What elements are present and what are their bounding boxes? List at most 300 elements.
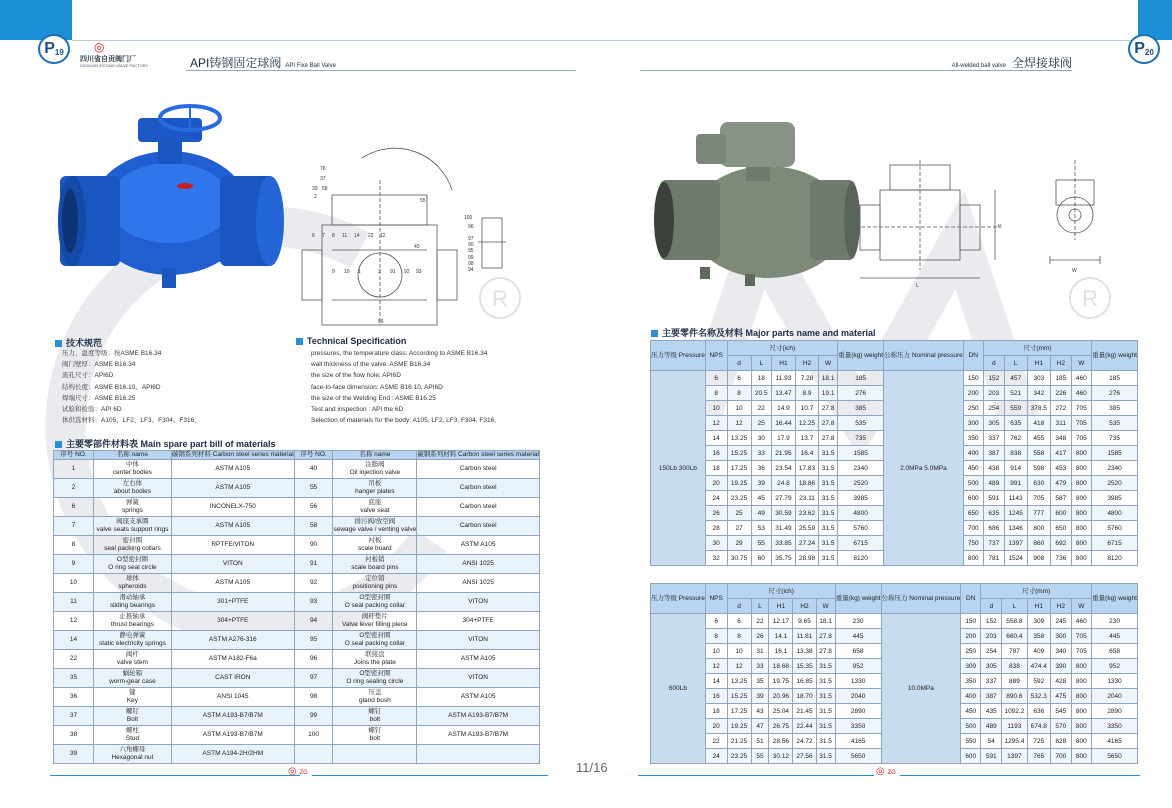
table-cell — [333, 612, 417, 631]
cell-text: Carbon steel — [459, 522, 497, 529]
table-cell — [54, 555, 94, 574]
table-cell: 31.5 — [819, 521, 838, 536]
drawing-label: 1 — [358, 269, 361, 275]
cell-text: 39 — [69, 750, 78, 757]
table-cell: 24.72 — [793, 734, 816, 749]
table-row — [54, 498, 540, 517]
table-cell: 5760 — [1092, 521, 1138, 536]
table-cell — [294, 726, 333, 745]
dimension-table-600lb — [650, 583, 1138, 764]
table-cell: 570 — [1051, 719, 1072, 734]
cell-text: Key — [126, 697, 139, 704]
cell-text: 9 — [71, 560, 76, 567]
table-cell — [171, 517, 294, 536]
table-cell: 30 — [705, 536, 727, 551]
table-cell: 21.25 — [727, 734, 751, 749]
table-cell — [294, 745, 333, 764]
col-header: 压力等级 Pressure — [651, 341, 706, 371]
cell-text: spheroids — [118, 583, 147, 590]
table-cell: 1330 — [835, 674, 881, 689]
cell-text: 定位销 — [365, 575, 385, 582]
cell-text: Joins the plate — [353, 659, 396, 666]
table-cell: 600 — [1051, 506, 1072, 521]
table-row — [54, 631, 540, 650]
table-cell — [93, 688, 171, 707]
table-cell — [171, 555, 294, 574]
drawing-label: 14 — [354, 233, 360, 239]
table-cell: 630 — [1027, 476, 1051, 491]
table-cell: 43 — [751, 704, 769, 719]
table-cell: 781 — [983, 551, 1004, 566]
table-cell: 10 — [727, 644, 751, 659]
table-cell: 8120 — [838, 551, 884, 566]
table-cell: 400 — [963, 446, 983, 461]
table-cell: 13.7 — [795, 431, 818, 446]
table-cell: 14 — [705, 674, 727, 689]
table-cell: 489 — [983, 476, 1004, 491]
table-cell: 591 — [983, 491, 1004, 506]
table-cell: 559 — [1004, 401, 1027, 416]
cell-text: ASTM A182-F6a — [208, 655, 257, 662]
table-cell — [171, 726, 294, 745]
cell-text: 2 — [71, 484, 76, 491]
drawing-label: 2 — [314, 194, 317, 200]
col-header: d — [981, 599, 1002, 614]
table-cell: 2040 — [1092, 689, 1138, 704]
table-cell — [333, 479, 417, 498]
cell-text: O seal packing collar — [344, 640, 406, 647]
cell-text: 301+PTFE — [217, 598, 249, 605]
table-cell: 150 — [963, 371, 983, 386]
tech-spec-head-cn: 技术规范 — [55, 336, 102, 349]
table-cell: 245 — [1051, 614, 1072, 629]
table-cell — [417, 707, 540, 726]
table-cell: 36 — [751, 461, 771, 476]
tech-spec-list-cn — [62, 348, 201, 426]
table-cell: 860 — [1027, 536, 1051, 551]
table-row — [54, 460, 540, 479]
table-cell: 8 — [727, 629, 751, 644]
table-cell — [294, 555, 333, 574]
cell-text: 36 — [69, 693, 78, 700]
cell-text: worm-gear case — [109, 678, 156, 685]
table-cell — [333, 726, 417, 745]
drawing-label: 10 — [344, 269, 350, 275]
page-badge-right: P 20 — [1128, 34, 1160, 64]
table-cell: 31.5 — [819, 536, 838, 551]
cell-text: 56 — [309, 503, 318, 510]
spec-line: pressures, the temperature class: According to ASME B16.34 — [311, 350, 488, 357]
cell-text: Hexagonal nut — [111, 754, 154, 761]
table-cell: 6715 — [1092, 536, 1138, 551]
table-cell: 13.25 — [727, 431, 751, 446]
table-cell: 18 — [705, 704, 727, 719]
drawing-label: 100 — [464, 215, 473, 221]
cell-text: O ring seal circle — [108, 564, 157, 571]
table-cell: 385 — [838, 401, 884, 416]
table-cell: 4165 — [835, 734, 881, 749]
table-cell: 474.4 — [1027, 659, 1051, 674]
table-cell: 10 — [705, 401, 727, 416]
table-cell: 385 — [1092, 401, 1138, 416]
table-cell: 152 — [981, 614, 1002, 629]
cell-text: ASTM A105 — [215, 522, 251, 529]
spec-line: 试验和检验：API 6D — [62, 406, 122, 414]
table-cell: 8.9 — [795, 386, 818, 401]
footer-logo-right: ◎ ZG — [876, 766, 896, 777]
table-cell: 17.9 — [771, 431, 795, 446]
cell-text: 304+PTFE — [217, 617, 249, 624]
table-cell — [93, 669, 171, 688]
table-row — [54, 707, 540, 726]
table-cell: 800 — [1027, 521, 1051, 536]
table-cell: 457 — [1004, 371, 1027, 386]
table-cell: 400 — [961, 689, 981, 704]
cell-text: Bolt — [126, 716, 139, 723]
table-cell: 230 — [1092, 614, 1138, 629]
table-cell: 3985 — [838, 491, 884, 506]
cell-text: 中体 — [125, 461, 139, 468]
table-cell: 35 — [751, 674, 769, 689]
table-cell: 409 — [1027, 644, 1051, 659]
table-cell: 598 — [1027, 461, 1051, 476]
col-header: W — [1071, 356, 1092, 371]
table-cell: 29 — [727, 536, 751, 551]
table-cell: 19.25 — [727, 719, 751, 734]
table-cell: 8 — [705, 629, 727, 644]
table-cell: 47 — [751, 719, 769, 734]
table-cell: 535 — [838, 416, 884, 431]
table-cell: 19.25 — [727, 476, 751, 491]
col-header: 尺寸(ich) — [727, 584, 835, 599]
table-cell: 39 — [751, 476, 771, 491]
cell-text: Carbon steel — [459, 503, 497, 510]
header-rule-left — [186, 70, 576, 71]
drawing-label: 98 — [468, 261, 474, 267]
table-row — [54, 650, 540, 669]
table-cell — [54, 479, 94, 498]
table-cell — [294, 669, 333, 688]
table-cell: 6 — [727, 614, 751, 629]
cell-text: 92 — [309, 579, 318, 586]
table-cell — [171, 669, 294, 688]
col-header: d — [983, 356, 1004, 371]
cell-text: Stud — [125, 735, 140, 742]
drawing-label: 91 — [390, 269, 396, 275]
table-cell: 33 — [751, 446, 771, 461]
table-cell: 21.45 — [793, 704, 816, 719]
table-cell: 500 — [961, 719, 981, 734]
table-cell: 13.38 — [793, 644, 816, 659]
table-cell: 31.5 — [819, 551, 838, 566]
table-cell: 692 — [1051, 536, 1072, 551]
table-cell: 39 — [751, 689, 769, 704]
table-cell: 991 — [1004, 476, 1027, 491]
col-header: NPS — [705, 584, 727, 614]
table-cell: 660.4 — [1002, 629, 1027, 644]
table-cell — [294, 707, 333, 726]
cell-text: O型密封圈 — [359, 594, 391, 601]
table-cell: 889 — [1002, 674, 1027, 689]
table-cell: 12 — [727, 416, 751, 431]
table-cell: 550 — [961, 734, 981, 749]
spec-line: 流孔尺寸：API6D — [62, 372, 114, 380]
table-cell: 31.5 — [816, 719, 835, 734]
table-cell: 10.7 — [795, 401, 818, 416]
table-cell: 31.5 — [819, 476, 838, 491]
table-cell — [333, 574, 417, 593]
table-cell: 378.5 — [1027, 401, 1051, 416]
table-cell — [171, 631, 294, 650]
table-cell: 22.44 — [793, 719, 816, 734]
right-valve-front-drawing — [1040, 160, 1110, 280]
drawing-label: 93 — [416, 269, 422, 275]
company-logo — [80, 40, 180, 70]
table-cell — [54, 726, 94, 745]
cell-text: 93 — [309, 598, 318, 605]
table-cell: 30 — [751, 431, 771, 446]
table-cell: 2340 — [1092, 461, 1138, 476]
table-cell — [54, 460, 94, 479]
table-cell: 650 — [963, 506, 983, 521]
table-cell — [333, 555, 417, 574]
cell-text: 95 — [309, 636, 318, 643]
table-cell — [93, 574, 171, 593]
table-cell — [294, 650, 333, 669]
table-cell: 450 — [963, 461, 983, 476]
page-title-left: API铸钢固定球阀 API Fixe Ball Valve — [190, 56, 336, 70]
table-cell: 33.85 — [771, 536, 795, 551]
table-cell: 2890 — [835, 704, 881, 719]
cell-text: ASTM A105 — [215, 484, 251, 491]
table-row — [54, 536, 540, 555]
cell-text: 阀杆 — [125, 651, 139, 658]
drawing-label: 9 — [332, 269, 335, 275]
table-cell: 337 — [983, 431, 1004, 446]
cell-text: 10 — [69, 579, 78, 586]
table-cell — [294, 631, 333, 650]
cell-text: O型密封圈 — [359, 632, 391, 639]
cell-text: springs — [121, 507, 143, 514]
cell-text: 14 — [69, 636, 78, 643]
table-row — [54, 479, 540, 498]
spec-line: face-to-face dimension: ASME B16.10, API6D — [311, 383, 443, 391]
table-cell: 23.62 — [795, 506, 818, 521]
header-top-rule — [72, 40, 1138, 41]
table-cell: 31.5 — [816, 749, 835, 764]
cell-text: 91 — [309, 560, 318, 567]
table-cell: 9.65 — [793, 614, 816, 629]
spec-line: Test and inspection : API the 6D — [311, 406, 404, 414]
table-cell: 272 — [1051, 401, 1072, 416]
table-cell: 23.25 — [727, 749, 751, 764]
col-header: 碳钢系列材料 Carbon steel series material — [417, 451, 539, 458]
table-cell — [171, 688, 294, 707]
table-cell: 226 — [1051, 386, 1072, 401]
table-cell: 25.04 — [769, 704, 793, 719]
table-cell: 24.8 — [771, 476, 795, 491]
table-cell — [333, 631, 417, 650]
table-cell: 635 — [1004, 416, 1027, 431]
table-cell — [93, 593, 171, 612]
table-cell — [54, 593, 94, 612]
drawing-label: 55 — [420, 198, 426, 204]
col-header: 重量(kg) weight — [1092, 584, 1138, 614]
cell-text: ANSI 1045 — [217, 693, 249, 700]
table-cell: 800 — [1071, 674, 1092, 689]
table-cell: 2520 — [838, 476, 884, 491]
table-cell: 26.75 — [769, 719, 793, 734]
cell-text: 阀杆垫片 — [361, 613, 388, 620]
table-cell — [333, 669, 417, 688]
table-cell — [333, 517, 417, 536]
table-cell: 5650 — [835, 749, 881, 764]
table-cell: 390 — [1051, 659, 1072, 674]
table-cell: 1092.2 — [1002, 704, 1027, 719]
cell-text: 304+PTFE — [462, 617, 494, 624]
spec-line: 压力、温度等级：按ASME B16.34 — [62, 350, 162, 357]
table-cell: 31.49 — [771, 521, 795, 536]
cell-text: thrust bearings — [110, 621, 154, 628]
table-cell: 22 — [751, 614, 769, 629]
table-cell — [417, 593, 540, 612]
cell-text: ASTM A276-316 — [208, 636, 257, 643]
table-cell — [171, 612, 294, 631]
cell-text: ASTM A193-B7/B7M — [202, 712, 263, 719]
table-cell: 300 — [961, 659, 981, 674]
table-cell: 18.86 — [795, 476, 818, 491]
table-cell: 12 — [727, 659, 751, 674]
drawing-label: 92 — [404, 269, 410, 275]
parts-table — [53, 450, 540, 764]
cell-text: ASTM A105 — [460, 541, 496, 548]
cell-text: VITON — [468, 636, 488, 643]
cell-text: CAST IRON — [215, 674, 251, 681]
table-row — [54, 574, 540, 593]
drawing-label: 90 — [468, 242, 474, 248]
table-cell: 787 — [1002, 644, 1027, 659]
table-cell: 22 — [705, 734, 727, 749]
table-cell: 31.5 — [819, 461, 838, 476]
table-cell — [171, 536, 294, 555]
table-cell — [333, 745, 417, 764]
table-cell: 800 — [1071, 476, 1092, 491]
table-cell — [333, 688, 417, 707]
table-cell: 4800 — [1092, 506, 1138, 521]
table-cell: 3350 — [835, 719, 881, 734]
table-cell: 3985 — [1092, 491, 1138, 506]
table-cell: 489 — [981, 719, 1002, 734]
table-cell: 1330 — [1092, 674, 1138, 689]
cell-text: 6 — [71, 503, 76, 510]
table-cell: 705 — [1071, 629, 1092, 644]
table-cell — [93, 650, 171, 669]
table-cell: 1397 — [1004, 536, 1027, 551]
cell-text: O ring sealing circle — [346, 678, 404, 685]
table-cell: 54 — [981, 734, 1002, 749]
drawing-label: 97 — [468, 236, 474, 242]
table-cell: 13.47 — [771, 386, 795, 401]
tech-spec-head-en: Technical Specification — [296, 336, 406, 346]
table-cell: 16.44 — [771, 416, 795, 431]
table-cell: 2890 — [1092, 704, 1138, 719]
cell-text: 蜗轮箱 — [122, 670, 143, 677]
spec-line: 阀门壁厚：ASME B16.34 — [62, 361, 136, 369]
table-cell: 45 — [751, 491, 771, 506]
table-cell: 736 — [1051, 551, 1072, 566]
drawing-label: 76 — [320, 166, 326, 172]
table-cell: 1524 — [1004, 551, 1027, 566]
footer-logo-left: ◎ ZG — [288, 766, 308, 777]
left-valve-drawing — [292, 140, 522, 330]
table-cell: 152 — [983, 371, 1004, 386]
table-cell: 16 — [705, 689, 727, 704]
cell-text: positioning pins — [352, 583, 398, 590]
drawing-label: 11 — [342, 233, 348, 239]
footer-line-right-2 — [900, 775, 1140, 776]
table-cell: 750 — [963, 536, 983, 551]
table-cell — [54, 631, 94, 650]
cell-text: 100 — [308, 731, 319, 738]
footer-line-right — [638, 775, 874, 776]
table-cell: 60 — [751, 551, 771, 566]
cell-text: valve seats support rings — [96, 526, 169, 533]
cell-text: 22 — [69, 655, 78, 662]
cell-text: ASTM A105 — [215, 465, 251, 472]
table-cell: 340 — [1051, 644, 1072, 659]
cell-text: scale board — [358, 545, 392, 552]
table-cell: 203 — [981, 629, 1002, 644]
drawing-label: 40 — [414, 244, 420, 250]
table-cell: 908 — [1027, 551, 1051, 566]
col-header: 碳钢系列材料 Carbon steel series material — [171, 451, 294, 458]
cell-text: ASTM A194-2H/2HM — [202, 750, 264, 757]
table-row — [54, 688, 540, 707]
table-cell — [171, 498, 294, 517]
table-cell — [54, 745, 94, 764]
table-cell: 545 — [1051, 704, 1072, 719]
cell-text: 底座 — [368, 499, 382, 506]
footer-line-left — [50, 775, 300, 776]
table-cell: 12 — [705, 416, 727, 431]
cell-text: valve seat — [360, 507, 390, 514]
cell-text: 键 — [129, 689, 136, 696]
table-cell: 6715 — [838, 536, 884, 551]
table-cell: 254 — [981, 644, 1002, 659]
table-cell: 21.95 — [771, 446, 795, 461]
table-cell: 342 — [1027, 386, 1051, 401]
table-cell: 30.75 — [727, 551, 751, 566]
table-cell — [93, 479, 171, 498]
cell-text: 1 — [71, 465, 76, 472]
table-cell: 10 — [727, 401, 751, 416]
table-cell: 5650 — [1092, 749, 1138, 764]
table-cell: 18.1 — [816, 614, 835, 629]
cell-text: 40 — [309, 465, 318, 472]
footer-line-left-2 — [312, 775, 548, 776]
table-cell — [417, 669, 540, 688]
drawing-label: 95 — [468, 248, 474, 254]
table-cell: 800 — [1071, 689, 1092, 704]
table-row — [651, 614, 1138, 629]
table-cell: 800 — [1071, 461, 1092, 476]
table-cell: 800 — [963, 551, 983, 566]
table-cell: 14.1 — [769, 629, 793, 644]
cell-text: 静电弹簧 — [119, 632, 146, 639]
table-cell: 250 — [963, 401, 983, 416]
cell-text: center bodies — [112, 469, 152, 476]
table-cell: 535 — [1092, 416, 1138, 431]
